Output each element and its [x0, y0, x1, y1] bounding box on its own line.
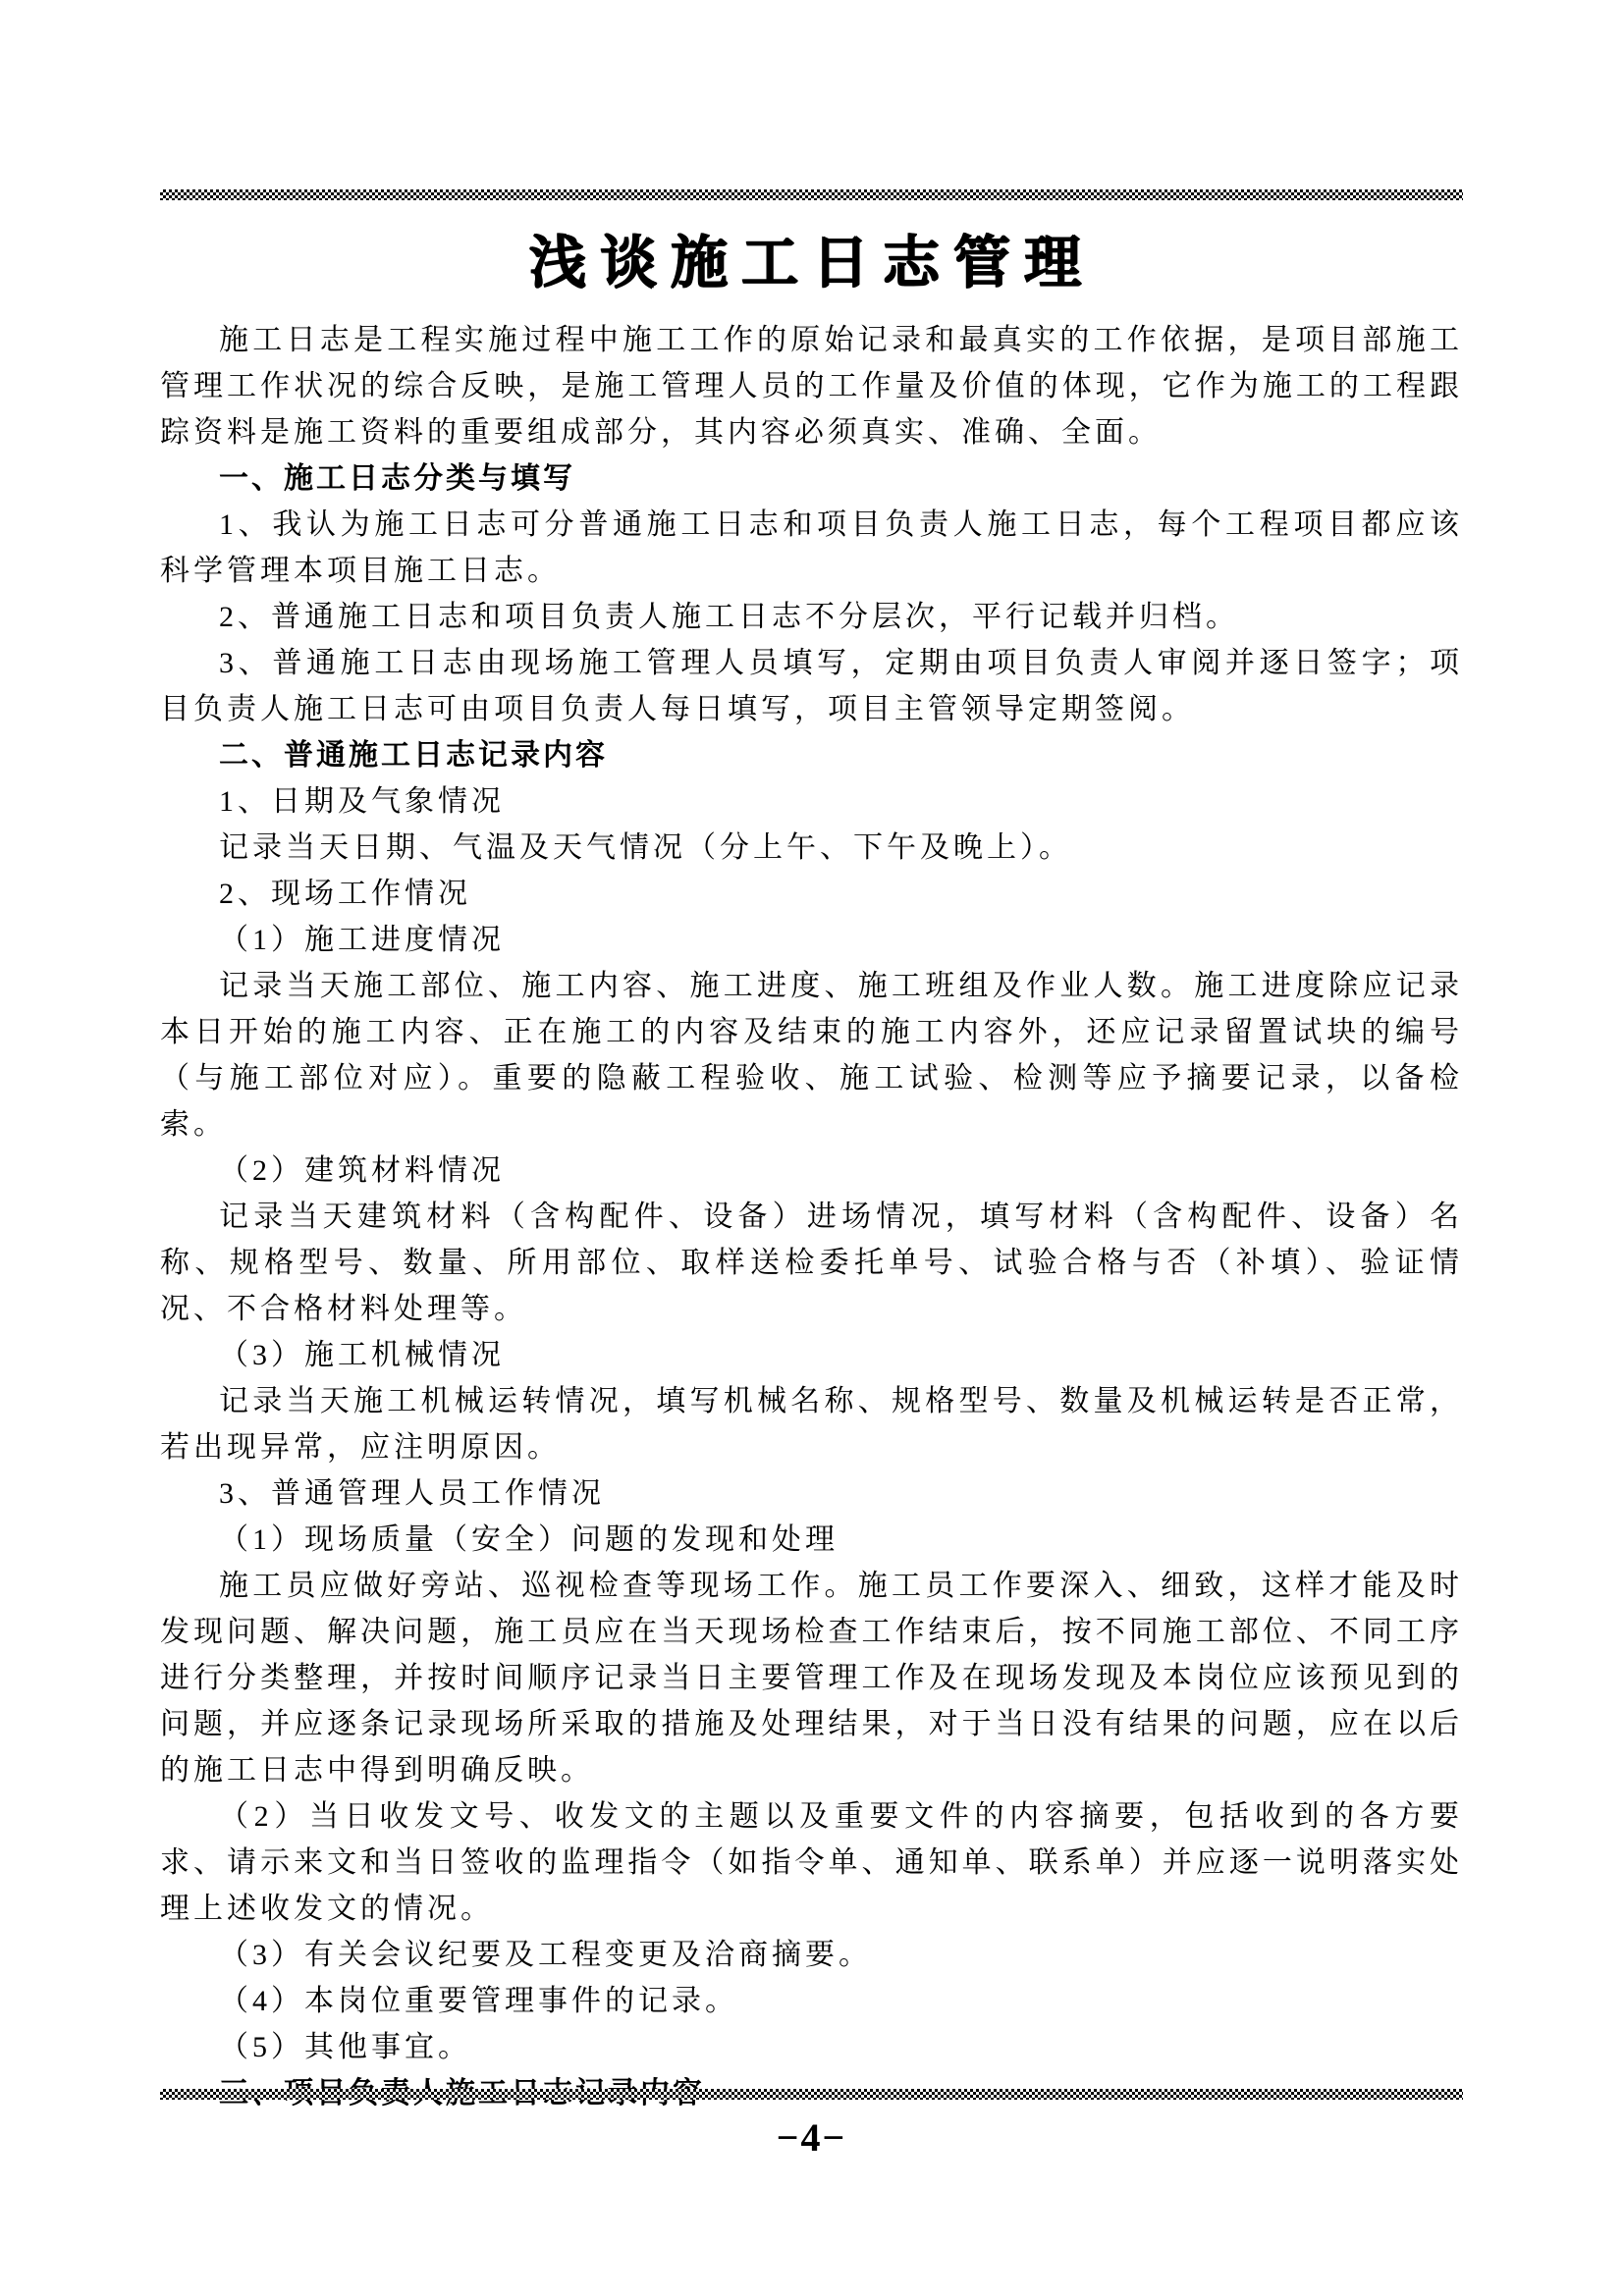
page-number: −4− [776, 2115, 847, 2160]
paragraph: （1）施工进度情况 [219, 924, 505, 956]
paragraph: 3、普通管理人员工作情况 [219, 1477, 605, 1510]
top-divider-rule [160, 189, 1463, 200]
paragraph: 1、我认为施工日志可分普通施工日志和项目负责人施工日志，每个工程项目都应该科学管理本项目施工日志。 [160, 508, 1463, 587]
page-title: 浅谈施工日志管理 [528, 231, 1095, 294]
paragraph: 1、日期及气象情况 [219, 785, 505, 818]
paragraph: （2）建筑材料情况 [219, 1154, 505, 1187]
paragraph: 施工日志是工程实施过程中施工工作的原始记录和最真实的工作依据，是项目部施工管理工作状况的综合反映，是施工管理人员的工作量及价值的体现，它作为施工的工程跟踪资料是施工资料的重要组成部分，其内容必须真实、准确、全面。 [160, 324, 1463, 449]
paragraph: 3、普通施工日志由现场施工管理人员填写，定期由项目负责人审阅并逐日签字；项目负责人施工日志可由项目负责人每日填写，项目主管领导定期签阅。 [160, 647, 1463, 725]
section-heading: 一、施工日志分类与填写 [219, 462, 575, 495]
paragraph: （2）当日收发文号、收发文的主题以及重要文件的内容摘要，包括收到的各方要求、请示来文和当日签收的监理指令（如指令单、通知单、联系单）并应逐一说明落实处理上述收发文的情况。 [160, 1800, 1463, 1925]
paragraph: （3）施工机械情况 [219, 1339, 505, 1371]
paragraph: （5）其他事宜。 [219, 2031, 471, 2063]
paragraph: （4）本岗位重要管理事件的记录。 [219, 1985, 738, 2017]
paragraph: 记录当天建筑材料（含构配件、设备）进场情况，填写材料（含构配件、设备）名称、规格型号、数量、所用部位、取样送检委托单号、试验合格与否（补填）、验证情况、不合格材料处理等。 [160, 1201, 1463, 1325]
paragraph: 施工员应做好旁站、巡视检查等现场工作。施工员工作要深入、细致，这样才能及时发现问题、解决问题，施工员应在当天现场检查工作结束后，按不同施工部位、不同工序进行分类整理，并按时间顺序记录当日主要管理工作及在现场发现及本岗位应该预见到的问题，并应逐条记录现场所采取的措施及处理结果，对于当日没有结果的问题，应在以后的施工日志中得到明确反映。 [160, 1570, 1463, 1787]
paragraph: 记录当天施工机械运转情况，填写机械名称、规格型号、数量及机械运转是否正常，若出现异常，应注明原因。 [160, 1385, 1463, 1464]
paragraph: （3）有关会议纪要及工程变更及洽商摘要。 [219, 1939, 872, 1971]
paragraph: 记录当天日期、气温及天气情况（分上午、下午及晚上）。 [219, 831, 1072, 864]
paragraph: 2、现场工作情况 [219, 878, 471, 910]
paragraph: 记录当天施工部位、施工内容、施工进度、施工班组及作业人数。施工进度除应记录本日开始的施工内容、正在施工的内容及结束的施工内容外，还应记录留置试块的编号（与施工部位对应）。重要的隐蔽工程验收、施工试验、检测等应予摘要记录，以备检索。 [160, 970, 1463, 1141]
paragraph: 2、普通施工日志和项目负责人施工日志不分层次，平行记载并归档。 [219, 601, 1239, 633]
section-heading: 二、普通施工日志记录内容 [219, 739, 608, 772]
document-body [160, 317, 1463, 2116]
bottom-divider-rule [160, 2089, 1463, 2100]
paragraph: （1）现场质量（安全）问题的发现和处理 [219, 1523, 839, 1556]
